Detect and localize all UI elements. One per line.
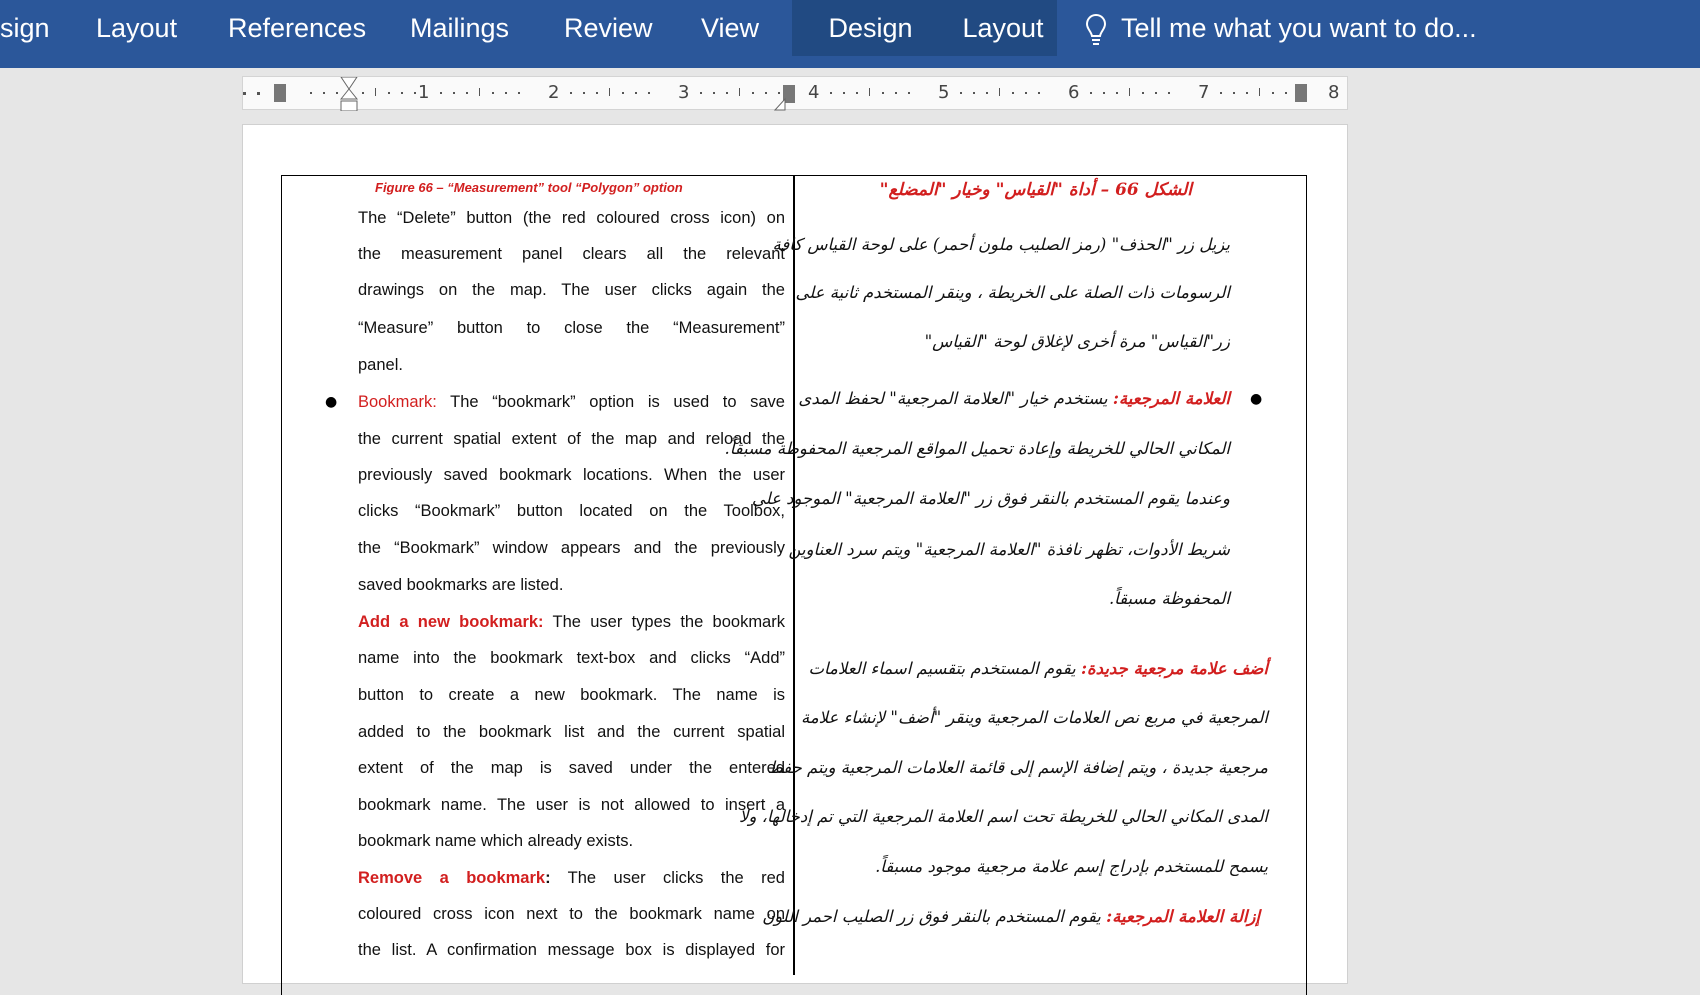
- ruler-number: 6: [1068, 82, 1080, 103]
- arabic-line: المحفوظة مسبقاً.: [1108, 589, 1230, 608]
- ruler-number: 1: [418, 82, 430, 103]
- english-bookmark-first-line: [358, 392, 785, 412]
- tab-design[interactable]: sign: [0, 13, 50, 43]
- lightbulb-icon[interactable]: [1085, 13, 1107, 49]
- english-line: previously saved bookmark locations. When the user: [358, 466, 785, 484]
- remove-bookmark-term: Remove a bookmark: [358, 869, 546, 887]
- tab-review[interactable]: Review: [564, 13, 653, 43]
- tab-view[interactable]: View: [701, 13, 760, 43]
- arabic-line: الرسومات ذات الصلة على الخريطة ، وينقر المستخدم ثانية على: [795, 283, 1230, 302]
- remove-bookmark-text: The user clicks the red: [550, 869, 785, 887]
- bullet-point: ●: [1250, 391, 1263, 407]
- arabic-line: شريط الأدوات، تظهر نافذة "العلامة المرجعية" ويتم سرد العناوين: [788, 540, 1230, 559]
- english-line: the “Bookmark” window appears and the previously: [358, 539, 785, 557]
- tab-mailings[interactable]: Mailings: [410, 13, 510, 43]
- arabic-remove-term: إزالة العلامة المرجعية:: [1106, 907, 1260, 926]
- ruler-number: 5: [938, 82, 950, 103]
- arabic-bookmark-term: العلامة المرجعية:: [1112, 389, 1230, 408]
- arabic-line: وعندما يقوم المستخدم بالنقر فوق زر "العلامة المرجعية" الموجود على: [751, 489, 1230, 508]
- english-line: clicks “Bookmark” button located on the Toolbox,: [358, 502, 785, 520]
- english-line: coloured cross icon next to the bookmark name on: [358, 905, 785, 923]
- english-line: bookmark name which already exists.: [358, 832, 634, 850]
- arabic-add-text: يقوم المستخدم بتقسيم اسماء العلامات: [808, 659, 1081, 678]
- ruler-number: 3: [678, 82, 690, 103]
- add-bookmark-text: The user types the bookmark: [543, 613, 785, 631]
- english-line: button to create a new bookmark. The name is: [358, 686, 785, 704]
- english-line: The “Delete” button (the red coloured cross icon) on: [358, 209, 785, 227]
- english-line: name into the bookmark text-box and clicks “Add”: [358, 649, 785, 667]
- english-line: bookmark name. The user is not allowed to insert a: [358, 796, 785, 814]
- arabic-line: المكاني الحالي للخريطة وإعادة تحميل المواقع المرجعية المحفوظة مسبقاً.: [724, 439, 1230, 458]
- english-line: extent of the map is saved under the entered: [358, 759, 785, 777]
- arabic-remove-first-line: [762, 905, 1260, 929]
- arabic-line: مرجعية جديدة ، ويتم إضافة الإسم إلى قائمة العلامات المرجعية ويتم حفظ: [767, 758, 1268, 777]
- horizontal-ruler[interactable]: [242, 76, 1348, 110]
- english-line: “Measure” button to close the “Measurement”: [358, 319, 785, 337]
- english-line: added to the bookmark list and the current spatial: [358, 723, 785, 741]
- bookmark-term: Bookmark:: [358, 393, 437, 411]
- english-line: panel.: [358, 356, 403, 374]
- arabic-bookmark-text: يستخدم خيار "العلامة المرجعية" لحفظ المدى: [798, 389, 1113, 408]
- english-line: the measurement panel clears all the relevant: [358, 245, 785, 263]
- arabic-line: المرجعية في مربع نص العلامات المرجعية وينقر "أضف" لإنشاء علامة: [801, 708, 1268, 727]
- ruler-number: 8: [1328, 82, 1340, 103]
- tab-references[interactable]: References: [228, 13, 367, 43]
- ribbon-tab-bar: [0, 0, 1700, 68]
- arabic-line: يسمح للمستخدم بإدراج إسم علامة مرجعية موجود مسبقاً.: [875, 857, 1268, 876]
- tab-table-layout[interactable]: Layout: [949, 0, 1057, 56]
- tell-me-placeholder[interactable]: Tell me what you want to do...: [1121, 13, 1477, 43]
- arabic-figure-caption: الشكل 66 – أداة "القياس" وخيار "المضلع": [879, 180, 1192, 200]
- arabic-add-term: أضف علامة مرجعية جديدة:: [1080, 659, 1268, 678]
- tab-layout[interactable]: Layout: [96, 13, 178, 43]
- arabic-line: يزيل زر "الحذف" (رمز الصليب ملون أحمر) على لوحة القياس كافة: [772, 235, 1230, 254]
- arabic-line: زر"القياس" مرة أخرى لإغلاق لوحة "القياس": [924, 332, 1230, 351]
- arabic-remove-text: يقوم المستخدم بالنقر فوق زر الصليب احمر اللون: [762, 907, 1107, 926]
- arabic-line: المدى المكاني الحالي للخريطة تحت اسم العلامة المرجعية التي تم إدخالها، ولا: [739, 807, 1268, 826]
- add-bookmark-term: Add a new bookmark:: [358, 613, 544, 631]
- english-figure-caption: Figure 66 – “Measurement” tool “Polygon” option: [375, 180, 683, 195]
- tab-table-design[interactable]: Design: [792, 0, 949, 56]
- bookmark-text: The “bookmark” option is used to save: [436, 393, 785, 411]
- english-remove-first-line: [358, 868, 785, 888]
- english-line: saved bookmarks are listed.: [358, 576, 564, 594]
- arabic-bookmark-first-line: [798, 387, 1230, 411]
- english-add-first-line: [358, 612, 785, 632]
- table-column-divider: [793, 175, 795, 975]
- ruler-number: 4: [808, 82, 820, 103]
- english-line: the current spatial extent of the map and reload the: [358, 430, 785, 448]
- arabic-add-first-line: [809, 657, 1269, 681]
- bullet-point: ●: [325, 394, 338, 410]
- ruler-number: 2: [548, 82, 560, 103]
- ruler-number: 7: [1198, 82, 1210, 103]
- remove-bookmark-colon: :: [545, 869, 551, 887]
- english-line: drawings on the map. The user clicks again the: [358, 281, 785, 299]
- english-line: the list. A confirmation message box is displayed for: [358, 941, 785, 959]
